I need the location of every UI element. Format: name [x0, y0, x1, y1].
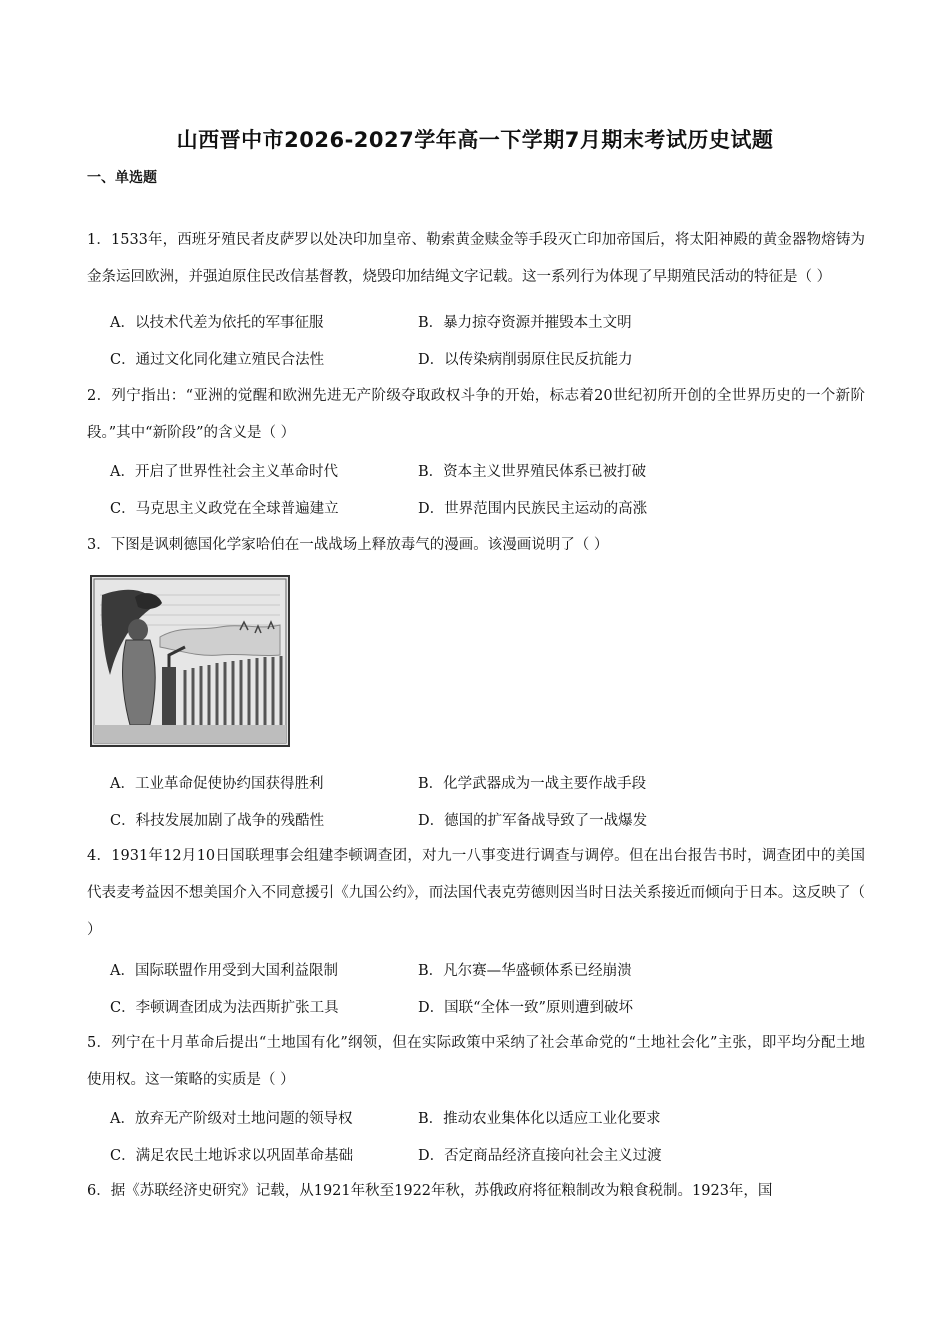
question-1-stem: 1．1533年，西班牙殖民者皮萨罗以处决印加皇帝、勒索黄金赎金等手段灭亡印加帝国后，将太阳神殿的黄金器物熔铸为金条运回欧洲，并强迫原住民改信基督教，烧毁印加结绳文字记载。这一系列行为体现了早期殖民活动的特征是（ ）: [87, 232, 865, 285]
question-5-option-b[interactable]: B．推动农业集体化以适应工业化要求: [418, 1111, 661, 1127]
question-3-option-a[interactable]: A．工业革命促使协约国获得胜利: [110, 776, 324, 792]
question-2-stem: 2．列宁指出：“亚洲的觉醒和欧洲先进无产阶级夺取政权斗争的开始，标志着20世纪初所开创的全世界历史的一个新阶段。”其中“新阶段”的含义是（ ）: [87, 388, 865, 441]
question-6-stem: 6．据《苏联经济史研究》记载，从1921年秋至1922年秋，苏俄政府将征粮制改为粮食税制。1923年，国: [87, 1183, 773, 1199]
question-2-option-c[interactable]: C．马克思主义政党在全球普遍建立: [110, 501, 339, 517]
question-3-option-c[interactable]: C．科技发展加剧了战争的残酷性: [110, 813, 325, 829]
question-4-stem: 4．1931年12月10日国联理事会组建李顿调查团，对九一八事变进行调查与调停。但在出台报告书时，调查团中的美国代表麦考益因不想美国介入不同意援引《九国公约》，而法国代表克劳德则因当时日法关系接近而倾向于日本。这反映了（ ）: [87, 848, 865, 938]
question-3-option-d[interactable]: D．德国的扩军备战导致了一战爆发: [418, 813, 648, 829]
question-1-option-a[interactable]: A．以技术代差为依托的军事征服: [110, 315, 324, 331]
question-3-stem: 3．下图是讽刺德国化学家哈伯在一战战场上释放毒气的漫画。该漫画说明了（ ）: [87, 537, 609, 553]
question-5-option-a[interactable]: A．放弃无产阶级对土地问题的领导权: [110, 1111, 353, 1127]
question-2-option-d[interactable]: D．世界范围内民族民主运动的高涨: [418, 501, 648, 517]
question-2-option-a[interactable]: A．开启了世界性社会主义革命时代: [110, 464, 338, 480]
question-4-option-b[interactable]: B．凡尔赛—华盛顿体系已经崩溃: [418, 963, 632, 979]
gas-attack-cartoon-image: [90, 575, 290, 747]
question-5-option-d[interactable]: D．否定商品经济直接向社会主义过渡: [418, 1148, 662, 1164]
question-4-option-d[interactable]: D．国联“全体一致”原则遭到破坏: [418, 1000, 633, 1016]
question-2-option-b[interactable]: B．资本主义世界殖民体系已被打破: [418, 464, 647, 480]
question-3-option-b[interactable]: B．化学武器成为一战主要作战手段: [418, 776, 647, 792]
question-1-option-c[interactable]: C．通过文化同化建立殖民合法性: [110, 352, 325, 368]
question-4-option-c[interactable]: C．李顿调查团成为法西斯扩张工具: [110, 1000, 339, 1016]
page-title: 山西晋中市2026-2027学年高一下学期7月期末考试历史试题: [176, 128, 774, 152]
question-5-stem: 5．列宁在十月革命后提出“土地国有化”纲领，但在实际政策中采纳了社会革命党的“土地社会化”主张，即平均分配土地使用权。这一策略的实质是（ ）: [87, 1035, 865, 1088]
question-5-option-c[interactable]: C．满足农民土地诉求以巩固革命基础: [110, 1148, 354, 1164]
question-1-option-d[interactable]: D．以传染病削弱原住民反抗能力: [418, 352, 633, 368]
question-1-option-b[interactable]: B．暴力掠夺资源并摧毁本土文明: [418, 315, 632, 331]
section-heading: 一、单选题: [87, 170, 157, 186]
question-4-option-a[interactable]: A．国际联盟作用受到大国利益限制: [110, 963, 338, 979]
